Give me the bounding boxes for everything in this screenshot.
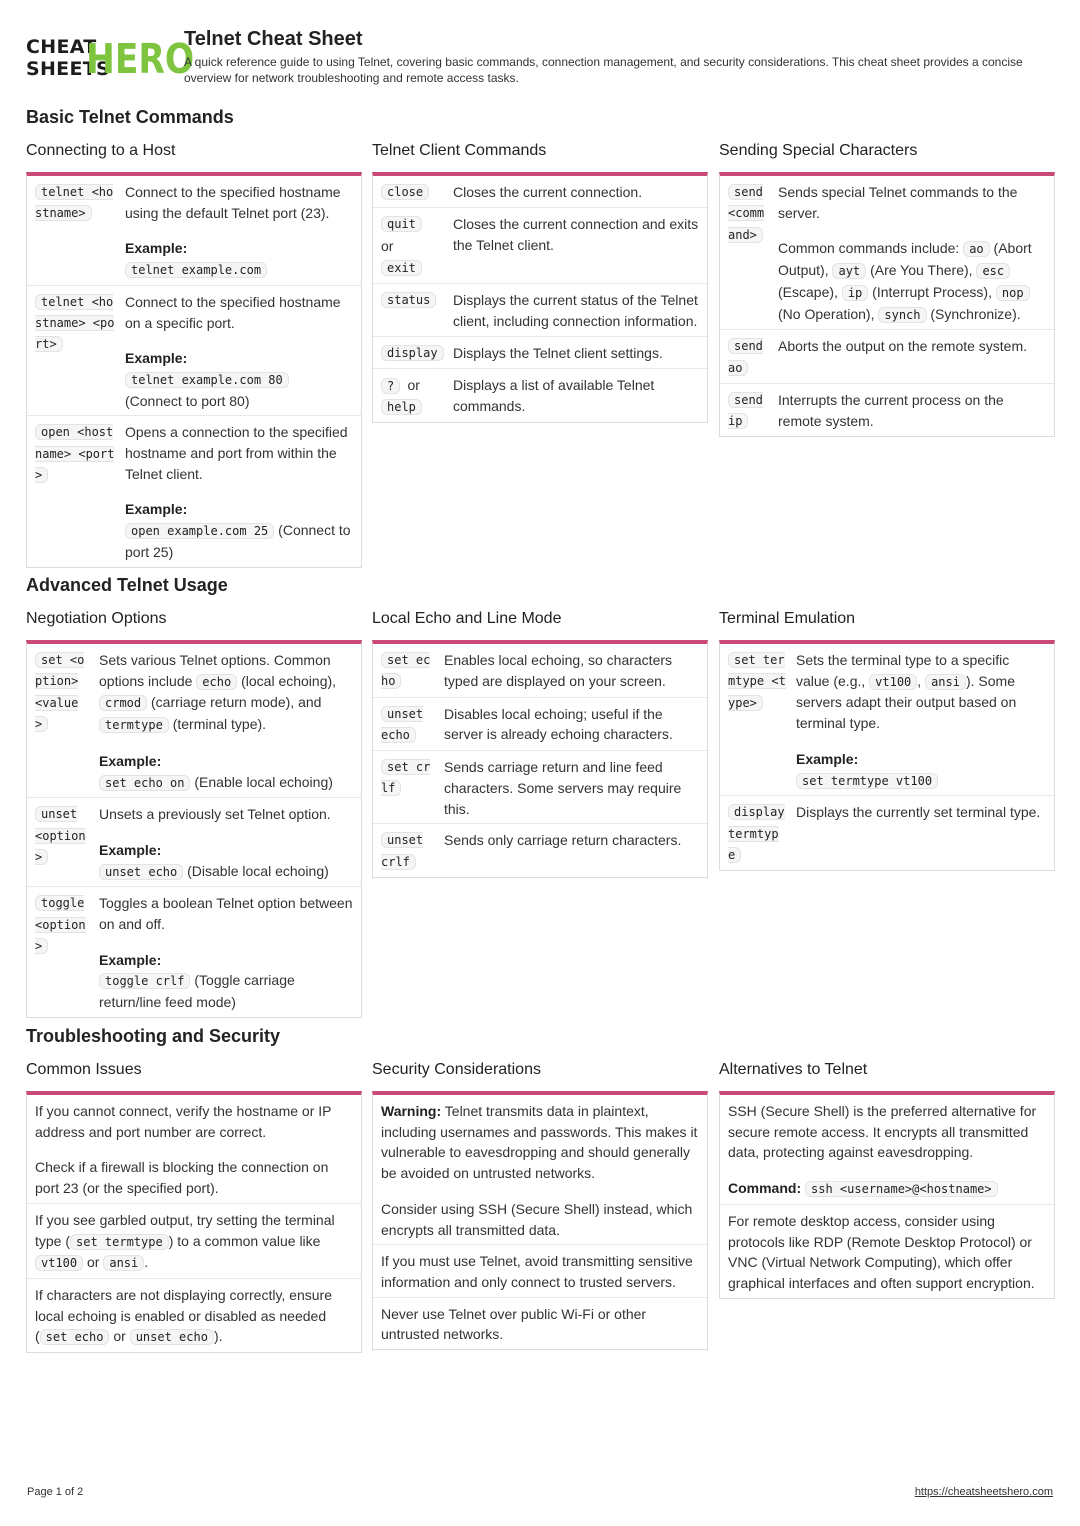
card-title: Terminal Emulation	[719, 610, 856, 627]
table-row	[373, 284, 707, 336]
command-cell: send ip	[728, 392, 763, 429]
command-cell: telnet <hostname>	[35, 185, 114, 221]
table-row	[720, 796, 1054, 870]
example-code: unset echo	[99, 864, 183, 880]
card-terminal-emulation	[719, 609, 1055, 871]
card-title: Security Considerations	[372, 1061, 541, 1078]
example-label: Example:	[796, 750, 859, 767]
table-row	[27, 798, 361, 887]
logo-cheat: CHEAT	[26, 36, 97, 58]
table-row	[720, 330, 1054, 384]
table-row: If you must use Telnet, avoid transmitting sensitive information and only connect to trusted servers.	[373, 1245, 707, 1297]
description-cell: Sends only carriage return characters.	[444, 832, 682, 849]
example-code: set termtype vt100	[796, 773, 938, 789]
section-title-basic: Basic Telnet Commands	[26, 107, 234, 127]
description-cell: Aborts the output on the remote system.	[778, 338, 1028, 355]
table-row	[373, 698, 707, 752]
description-cell: Opens a connection to the specified hostname and port from within the Telnet client. Example: open example.com 25 (Connect to port 25)	[125, 424, 351, 560]
example-code: set echo on	[99, 775, 190, 791]
table-row	[27, 176, 361, 286]
card-local-echo	[372, 609, 708, 878]
table-row	[720, 384, 1054, 437]
command-cell: ? or help	[381, 375, 445, 419]
description-cell: Interrupts the current process on the remote system.	[778, 391, 1004, 429]
card-body	[719, 1091, 1055, 1299]
command-cell: unset echo	[381, 706, 424, 742]
table-row	[373, 176, 707, 208]
example-code: telnet example.com 80	[125, 372, 289, 388]
example-label: Example:	[125, 240, 188, 257]
card-title: Sending Special Characters	[719, 142, 918, 159]
example-label: Example:	[99, 951, 162, 968]
card-security	[372, 1060, 708, 1350]
card-connecting	[26, 141, 362, 568]
command-cell: set <option> <value>	[35, 653, 85, 731]
example-label: Example:	[125, 350, 188, 367]
table-row	[27, 887, 361, 1017]
example-label: Example:	[99, 752, 162, 769]
card-title: Alternatives to Telnet	[719, 1061, 868, 1078]
card-title: Local Echo and Line Mode	[372, 610, 562, 627]
table-row: If characters are not displaying correctly, ensure local echoing is enabled or disabled as needed ( set echo or unset echo ).	[35, 1286, 332, 1345]
description-cell: Displays the current status of the Telnet client, including connection information.	[453, 292, 698, 329]
table-row: If you cannot connect, verify the hostname or IP address and port number are correct. Check if a firewall is blocking the connection on port 23 (or the specified port).	[27, 1095, 361, 1204]
command-cell: toggle <option>	[35, 896, 86, 953]
example-label: Example:	[125, 501, 188, 518]
page-title: Telnet Cheat Sheet	[184, 28, 363, 50]
description-cell: Closes the current connection.	[453, 184, 643, 200]
command-cell: send <command>	[728, 185, 765, 242]
table-row	[27, 644, 361, 798]
footer-link[interactable]: https://cheatsheetshero.com	[914, 1486, 1053, 1498]
card-body	[719, 172, 1055, 437]
command-cell: display	[381, 343, 445, 364]
table-row: SSH (Secure Shell) is the preferred alternative for secure remote access. It encrypts all transmitted data, protecting against eavesdropping. Command: ssh <username>@<hostname>	[720, 1095, 1054, 1205]
table-row	[373, 824, 707, 877]
card-body	[26, 1091, 362, 1353]
description-cell: Displays a list of available Telnet commands.	[453, 376, 655, 414]
command-cell: open <hostname> <port>	[35, 425, 115, 482]
command-cell: quit or exit	[381, 214, 445, 279]
description-cell: Connect to the specified hostname on a specific port. Example: telnet example.com 80 (Connect to port 80)	[125, 293, 341, 409]
card-title: Telnet Client Commands	[372, 142, 547, 159]
card-body	[719, 640, 1055, 871]
card-special-characters	[719, 141, 1055, 437]
example-code: toggle crlf	[99, 973, 190, 989]
command-label: Command:	[728, 1180, 802, 1197]
table-row	[373, 644, 707, 698]
description-cell: Unsets a previously set Telnet option. Example: unset echo (Disable local echoing)	[99, 806, 331, 879]
description-cell: Sends carriage return and line feed characters. Some servers may require this.	[444, 759, 682, 817]
table-row	[373, 208, 707, 284]
cheatsheetshero-logo[interactable]	[26, 35, 195, 83]
command-cell: close	[381, 182, 445, 203]
section-title-troubleshooting: Troubleshooting and Security	[26, 1026, 281, 1046]
table-row	[720, 176, 1054, 330]
description-cell: Connect to the specified hostname using the default Telnet port (23). Example: telnet example.com	[125, 184, 341, 278]
card-client-commands	[372, 141, 708, 423]
card-title: Connecting to a Host	[26, 142, 176, 159]
command-cell: display termtype	[728, 805, 785, 862]
command-cell: set crlf	[381, 760, 431, 796]
logo-sheets: SHEETS	[26, 58, 110, 80]
description-cell: Sets the terminal type to a specific value (e.g., vt100 , ansi ). Some servers adapt their output based on terminal type. Example: set termtype vt100	[796, 652, 1017, 788]
table-row	[27, 416, 361, 566]
page-subtitle: A quick reference guide to using Telnet, covering basic commands, connection management, and security considerations. This cheat sheet provides a concise overview for network troubleshooting and remote access tasks.	[184, 55, 1023, 85]
example-code: telnet example.com	[125, 262, 267, 278]
card-negotiation	[26, 609, 362, 1018]
page-header	[26, 28, 1056, 88]
command-cell: unset crlf	[381, 833, 424, 869]
card-body	[372, 1091, 708, 1350]
table-row: If you see garbled output, try setting the terminal type ( set termtype ) to a common value like vt100 or ansi .	[27, 1204, 361, 1279]
table-row	[720, 644, 1054, 796]
card-body	[372, 172, 708, 423]
table-row: Never use Telnet over public Wi-Fi or other untrusted networks.	[381, 1305, 647, 1343]
command-cell: unset <option>	[35, 807, 86, 864]
page-number: Page 1 of 2	[27, 1486, 84, 1498]
description-cell: Displays the Telnet client settings.	[453, 344, 663, 361]
table-row	[373, 751, 707, 824]
description-cell: Closes the current connection and exits the Telnet client.	[453, 216, 699, 253]
warning-label: Warning:	[381, 1103, 442, 1119]
card-body	[372, 640, 708, 878]
description-cell: Displays the currently set terminal type.	[796, 804, 1041, 821]
card-title: Negotiation Options	[26, 610, 167, 627]
ssh-command-code: ssh <username>@<hostname>	[805, 1181, 998, 1197]
table-row: For remote desktop access, consider using protocols like RDP (Remote Desktop Protocol) or VNC (Virtual Network Computing), which offer graphical interfaces and often support encryption.	[728, 1212, 1035, 1291]
command-cell: send ao	[728, 339, 763, 375]
description-cell: Sends special Telnet commands to the server. Common commands include: ao (Abort Output), ayt (Are You There), esc (Escape), ip (Interrupt Process), nop (No Operation), synch (Synchronize).	[778, 184, 1032, 322]
example-code: open example.com 25	[125, 523, 274, 539]
card-title: Common Issues	[26, 1061, 142, 1078]
table-row	[373, 369, 707, 423]
card-body	[26, 172, 362, 568]
table-row	[27, 286, 361, 417]
table-row: Warning: Telnet transmits data in plaintext, including usernames and passwords. This makes it vulnerable to eavesdropping and should generally be avoided on untrusted networks. Consider using SSH (Secure Shell) instead, which encrypts all transmitted data.	[373, 1095, 707, 1245]
logo-hero: HERO	[86, 35, 195, 83]
example-label: Example:	[99, 841, 162, 858]
description-cell: Enables local echoing, so characters typed are displayed on your screen.	[444, 652, 673, 689]
command-cell: set echo	[381, 653, 431, 689]
card-alternatives	[719, 1060, 1055, 1299]
card-common-issues	[26, 1060, 362, 1353]
command-cell: status	[381, 290, 445, 331]
table-row	[373, 337, 707, 369]
section-title-advanced: Advanced Telnet Usage	[26, 575, 228, 595]
card-body	[26, 640, 362, 1018]
command-cell: set termtype <type>	[728, 653, 786, 710]
command-cell: telnet <hostname> <port>	[35, 294, 115, 352]
description-cell: Toggles a boolean Telnet option between on and off. Example: toggle crlf (Toggle carriage return/line feed mode)	[99, 895, 353, 1011]
description-cell: Disables local echoing; useful if the server is already echoing characters.	[444, 705, 673, 743]
description-cell: Sets various Telnet options. Common options include echo (local echoing), crmod (carriage return mode), and termtype (terminal type). Example: set echo on (Enable local echoing)	[99, 652, 337, 790]
